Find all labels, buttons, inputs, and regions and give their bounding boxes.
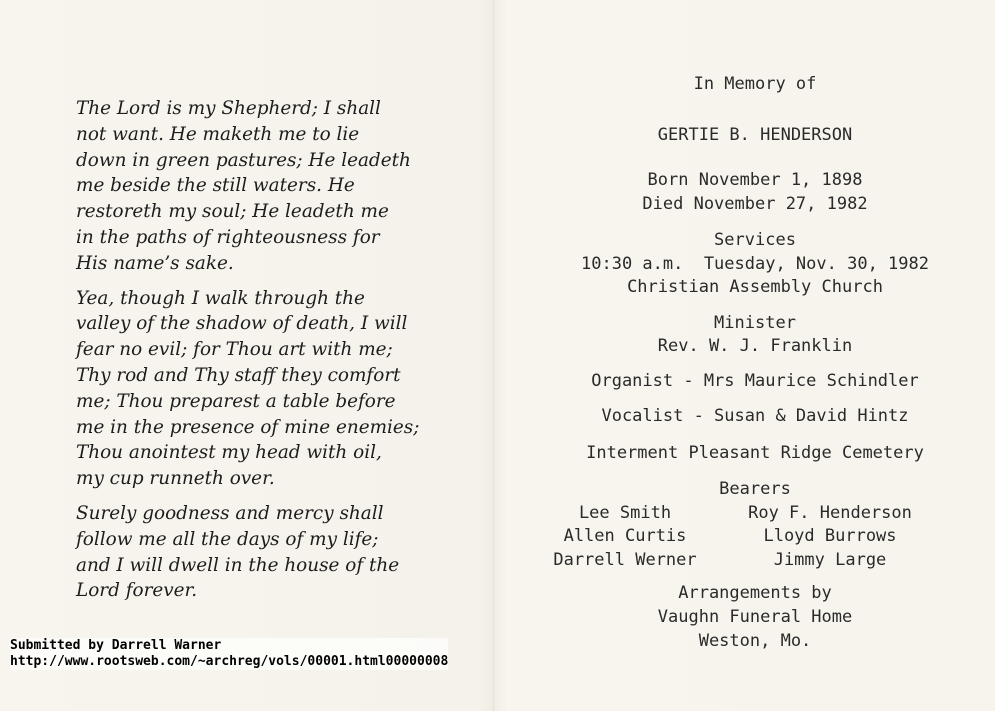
psalm-line: me in the presence of mine enemies; [76,416,420,438]
psalm-line: not want. He maketh me to lie [76,123,360,145]
bearer: Roy F. Henderson [748,503,912,523]
psalm-paragraph-1 [76,96,412,277]
services-time: 10:30 a.m. Tuesday, Nov. 30, 1982 [581,254,929,274]
psalm-panel [76,96,420,613]
psalm-line: fear no evil; for Thou art with me; [76,339,393,361]
services-label: Services [714,230,796,250]
minister-name: Rev. W. J. Franklin [657,336,853,356]
bearer: Allen Curtis [563,526,687,546]
psalm-line: Thou anointest my head with oil, [76,442,382,464]
psalm-paragraph-2 [76,286,420,492]
psalm-line: in the paths of righteousness for [76,226,380,248]
bearers-label: Bearers [719,479,791,499]
minister-label: Minister [714,313,796,333]
funeral-home: Vaughn Funeral Home [657,607,853,627]
services-place: Christian Assembly Church [627,277,883,297]
source-url[interactable]: http://www.rootsweb.com/~archreg/vols/00001.html00000008 [10,654,449,669]
bearer: Lloyd Burrows [763,526,897,546]
psalm-line: Lord forever. [76,580,198,602]
psalm-paragraph-3 [76,501,412,604]
psalm-line: me beside the still waters. He [76,175,355,197]
submitted-by: Submitted by Darrell Warner [10,638,222,653]
interment: Interment Pleasant Ridge Cemetery [586,443,924,463]
psalm-line: Yea, though I walk through the [76,287,365,309]
psalm-line: Surely goodness and mercy shall [76,502,384,524]
psalm-line: follow me all the days of my life; [76,528,379,550]
arrangements-label: Arrangements by [678,583,832,603]
psalm-line: restoreth my soul; He leadeth me [76,201,389,223]
psalm-line: His name’s sake. [76,252,234,274]
bearer: Jimmy Large [773,550,887,570]
bearer: Lee Smith [578,503,672,523]
bearer: Darrell Werner [553,550,697,570]
funeral-home-location: Weston, Mo. [698,631,812,651]
submission-footer [10,638,448,670]
birth-date: Born November 1, 1898 [647,170,863,190]
deceased-name: GERTIE B. HENDERSON [657,125,853,145]
organist: Organist - Mrs Maurice Schindler [591,371,919,391]
vocalist: Vocalist - Susan & David Hintz [601,406,909,426]
psalm-line: me; Thou preparest a table before [76,390,396,412]
psalm-line: my cup runneth over. [76,468,275,490]
death-date: Died November 27, 1982 [642,194,868,214]
psalm-line: Thy rod and Thy staff they comfort [76,364,401,386]
psalm-line: and I will dwell in the house of the [76,554,400,576]
psalm-line: down in green pastures; He leadeth [76,149,411,171]
psalm-line: valley of the shadow of death, I will [76,313,408,335]
card-fold [492,0,495,711]
psalm-line: The Lord is my Shepherd; I shall [76,98,381,119]
memorial-heading: In Memory of [693,74,817,94]
